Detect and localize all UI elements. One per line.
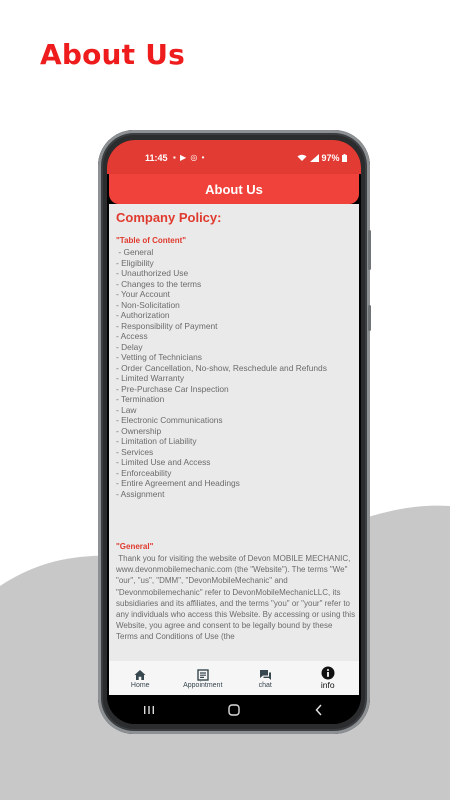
- chat-icon: [258, 668, 272, 682]
- signal-icon: [310, 154, 319, 162]
- phone-screen: [107, 140, 361, 724]
- toc-item: - Ownership: [116, 425, 162, 436]
- page-headline: About Us: [40, 38, 186, 71]
- toc-item: - Your Account: [116, 289, 171, 299]
- nav-item-home[interactable]: [109, 661, 172, 695]
- general-text: Thank you for visiting the website of Devon MOBILE MECHANIC, www.devonmobilemechanic.com (the "Website"). The terms "We" "our", "us", "DMM", "DevonMobileMechanic" and "Devonmobilemechanic" refer to DevonMobileMechanicLLC, its subsidiaries and its affiliates, and the terms "you" or "your" refer to any individuals who access this Website. By accessing or using this Website, you agree and consent to be legally bound by these Terms and Conditions of Use (the: [116, 554, 358, 642]
- phone-frame: [98, 130, 370, 734]
- section-title: Company Policy:: [116, 210, 222, 225]
- recents-icon: [143, 705, 155, 715]
- toc-item: - Eligibility: [116, 257, 154, 268]
- app-bar-title: About Us: [205, 181, 263, 197]
- table-of-contents: [116, 247, 327, 499]
- volume-button: [368, 230, 371, 270]
- toc-item: - Authorization: [116, 310, 170, 320]
- nav-item-chat[interactable]: [234, 661, 297, 695]
- status-bar: [107, 140, 361, 174]
- toc-item: - Responsibility of Payment: [116, 320, 218, 331]
- toc-item: - Non-Solicitation: [116, 299, 180, 310]
- toc-heading: "Table of Content": [116, 236, 187, 245]
- app-bar: [109, 174, 359, 204]
- toc-item: - Electronic Communications: [116, 415, 223, 425]
- toc-item: - Limitation of Liability: [116, 436, 197, 446]
- status-right: [297, 153, 347, 163]
- battery-icon: [342, 154, 347, 162]
- toc-item: - Order Cancellation, No-show, Reschedule and Refunds: [116, 362, 327, 373]
- toc-item: - Entire Agreement and Headings: [116, 478, 240, 488]
- bottom-navigation: [109, 661, 359, 695]
- system-navigation-bar: [107, 695, 361, 724]
- toc-item: - Assignment: [116, 488, 165, 499]
- toc-item: - Termination: [116, 394, 165, 404]
- toc-item: - Pre-Purchase Car Inspection: [116, 383, 229, 394]
- toc-item: - Unauthorized Use: [116, 268, 189, 278]
- info-icon: [321, 666, 335, 680]
- appointment-icon: [196, 668, 210, 682]
- power-button: [368, 305, 371, 331]
- toc-item: - Limited Warranty: [116, 373, 185, 383]
- nav-item-appointment[interactable]: [172, 661, 235, 695]
- nav-label-appointment: Appointment: [183, 681, 223, 689]
- toc-item: - Changes to the terms: [116, 278, 202, 289]
- policy-content[interactable]: [109, 204, 359, 661]
- home-icon: [133, 668, 147, 682]
- toc-item: - Delay: [116, 341, 143, 352]
- battery-percent: 97%: [321, 153, 340, 163]
- toc-item: - Vetting of Technicians: [116, 352, 202, 362]
- status-time: 11:45: [145, 153, 168, 163]
- home-button-icon: [228, 704, 240, 716]
- nav-item-info[interactable]: [297, 661, 360, 695]
- general-heading: "General": [116, 542, 154, 551]
- toc-item: - Services: [116, 446, 154, 457]
- notification-icons: ▪ ▶ ◎ •: [173, 153, 206, 162]
- nav-label-chat: chat: [258, 681, 272, 689]
- home-system-button[interactable]: [224, 702, 244, 718]
- nav-label-info: info: [320, 680, 335, 690]
- back-icon: [314, 704, 324, 716]
- toc-item: - General: [116, 247, 154, 257]
- back-button[interactable]: [309, 702, 329, 718]
- toc-item: - Law: [116, 404, 137, 415]
- toc-item: - Limited Use and Access: [116, 457, 211, 467]
- wifi-icon: [297, 154, 307, 162]
- toc-item: - Access: [116, 331, 148, 341]
- nav-label-home: Home: [130, 681, 150, 689]
- recents-button[interactable]: [139, 702, 159, 718]
- toc-item: - Enforceability: [116, 467, 172, 478]
